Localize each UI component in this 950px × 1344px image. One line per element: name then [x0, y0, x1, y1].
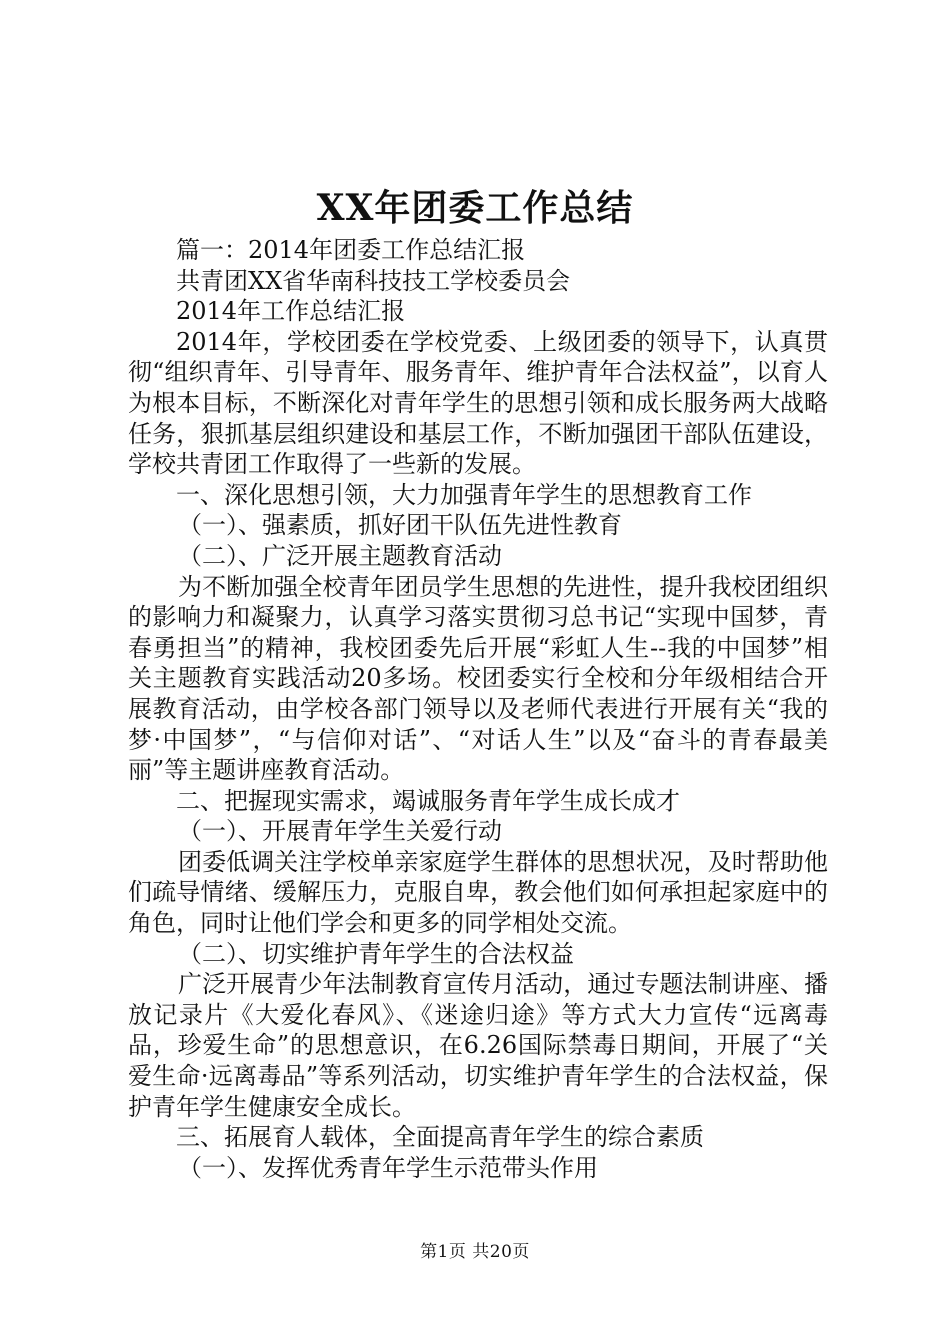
paragraph-subheading-2-2: （二）、切实维护青年学生的合法权益	[178, 939, 574, 968]
page-indicator: 第1页 共20页	[420, 1242, 530, 1262]
paragraph-section-heading: 篇一：2014年团委工作总结汇报	[176, 236, 526, 264]
paragraph-subheading-3-1: （一）、发挥优秀青年学生示范带头作用	[178, 1153, 598, 1182]
document-body	[128, 235, 828, 1183]
paragraph-body-2-1: 团委低调关注学校单亲家庭学生群体的思想状况，及时帮助他们疏导情绪、缓解压力，克服自卑，教会他们如何承担起家庭中的角色，同时让他们学会和更多的同学相处交流。	[128, 847, 828, 938]
paragraph-subheading-1-2: （二）、广泛开展主题教育活动	[178, 541, 502, 570]
paragraph-report-title: 2014年工作总结汇报	[176, 297, 406, 326]
paragraph-body-1-2: 为不断加强全校青年团员学生思想的先进性，提升我校团组织的影响力和凝聚力，认真学习落实贯彻习总书记“实现中国梦，青春勇担当”的精神，我校团委先后开展“彩虹人生--我的中国梦”相关主题教育实践活动20多场。校团委实行全校和分年级相结合开展教育活动，由学校各部门领导以及老师代表进行开展有关“我的梦·中国梦”，“与信仰对话”、“对话人生”以及“奋斗的青春最美丽”等主题讲座教育活动。	[128, 572, 828, 785]
paragraph-heading-3: 三、拓展育人载体，全面提高青年学生的综合素质	[176, 1123, 704, 1152]
paragraph-intro: 2014年，学校团委在学校党委、上级团委的领导下，认真贯彻“组织青年、引导青年、服务青年、维护青年合法权益”，以育人为根本目标，不断深化对青年学生的思想引领和成长服务两大战略任务，狠抓基层组织建设和基层工作，不断加强团干部队伍建设，学校共青团工作取得了一些新的发展。	[128, 327, 828, 479]
paragraph-heading-1: 一、深化思想引领，大力加强青年学生的思想教育工作	[176, 480, 752, 509]
document-title: XX年团委工作总结	[316, 187, 634, 229]
paragraph-body-2-2: 广泛开展青少年法制教育宣传月活动，通过专题法制讲座、播放记录片《大爱化春风》、《迷途归途》等方式大力宣传“远离毒品，珍爱生命”的思想意识，在6.26国际禁毒日期间，开展了“关爱生命·远离毒品”等系列活动，切实维护青年学生的合法权益，保护青年学生健康安全成长。	[128, 970, 828, 1121]
paragraph-subheading-2-1: （一）、开展青年学生关爱行动	[178, 817, 502, 846]
paragraph-subheading-1-1: （一）、强素质，抓好团干队伍先进性教育	[178, 511, 622, 540]
paragraph-organization: 共青团XX省华南科技技工学校委员会	[176, 266, 571, 295]
paragraph-heading-2: 二、把握现实需求，竭诚服务青年学生成长成才	[176, 786, 680, 815]
